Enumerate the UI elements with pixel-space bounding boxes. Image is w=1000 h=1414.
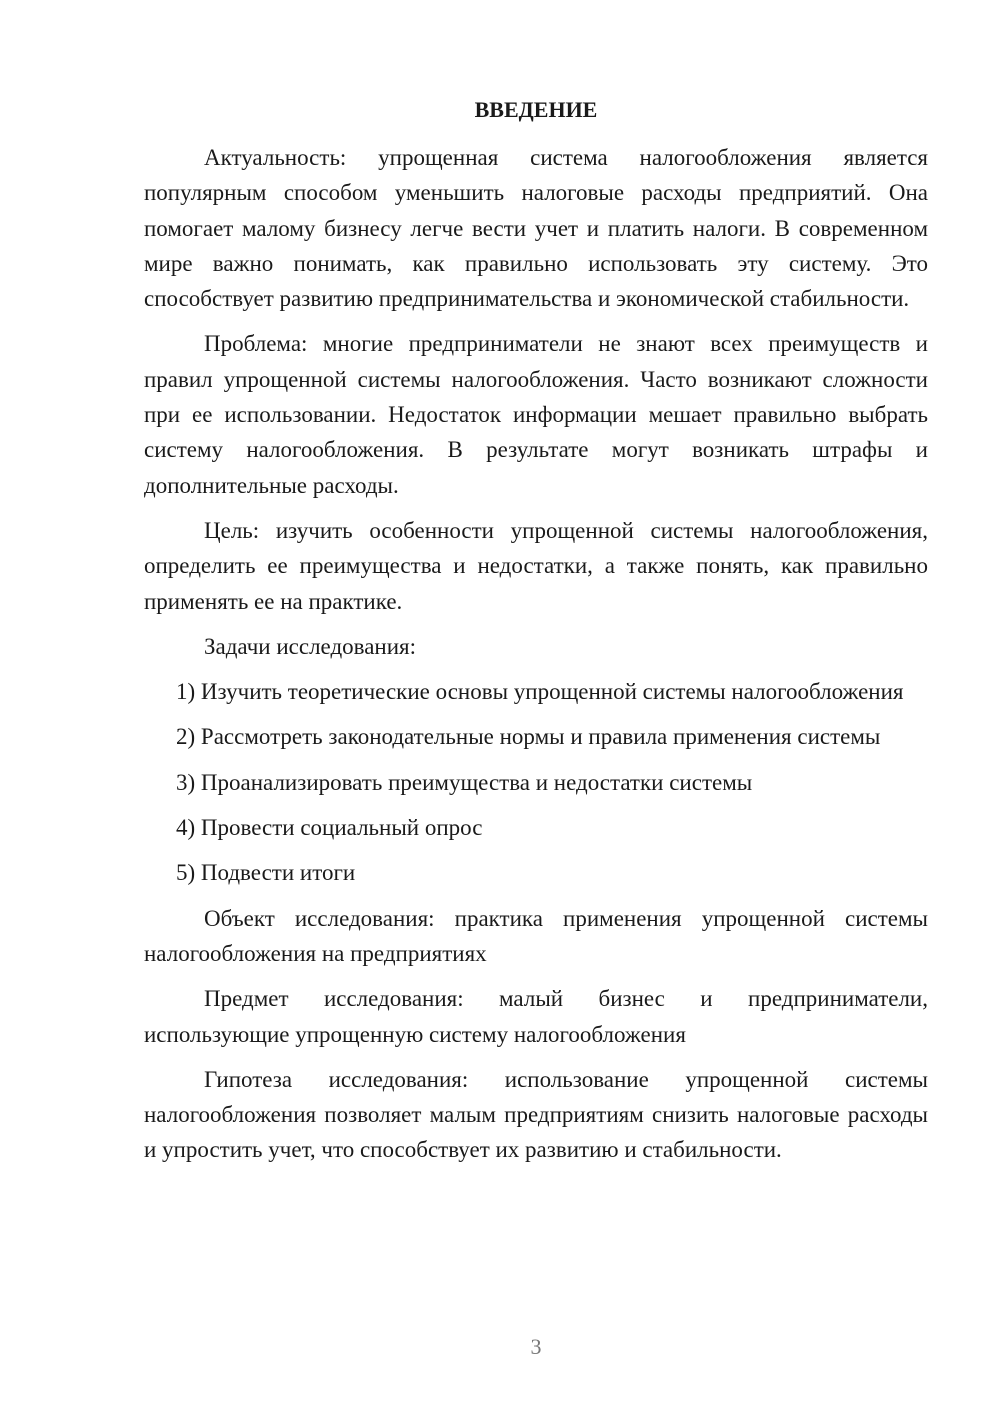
page-title: ВВЕДЕНИЕ [474,97,598,122]
task-item: 1) Изучить теоретические основы упрощенной системы налогообложения [176,679,904,705]
document-page [144,90,928,1178]
task-item: 4) Провести социальный опрос [176,815,483,841]
task-list [144,674,928,890]
task-item: 5) Подвести итоги [176,860,356,886]
task-item: 3) Проанализировать преимущества и недостатки системы [176,769,753,795]
paragraph-goal: Цель: изучить особенности упрощенной системы налогообложения, определить ее преимущества и недостатки, а также понять, как правильно применять ее на практике. [144,517,928,614]
paragraph-hypothesis: Гипотеза исследования: использование упрощенной системы налогообложения позволяет малым предприятиям снизить налоговые расходы и упростить учет, что способствует их развитию и стабильности. [144,1066,928,1163]
paragraph-problem: Проблема: многие предприниматели не знают всех преимуществ и правил упрощенной системы налогообложения. Часто возникают сложности при ее использовании. Недостаток информации мешает правильно выбрать систему налогообложения. В результате могут возникать штрафы и дополнительные расходы. [144,331,928,498]
page-number: 3 [530,1334,542,1359]
paragraph-tasks-heading: Задачи исследования: [204,633,417,659]
paragraph-subject: Предмет исследования: малый бизнес и предприниматели, использующие упрощенную систему налогообложения [144,986,928,1047]
task-item: 2) Рассмотреть законодательные нормы и правила применения системы [176,724,881,750]
paragraph-relevance: Актуальность: упрощенная система налогообложения является популярным способом уменьшить налоговые расходы предприятий. Она помогает малому бизнесу легче вести учет и платить налоги. В современном мире важно понимать, как правильно использовать эту систему. Это способствует развитию предпринимательства и экономической стабильности. [144,145,928,312]
paragraph-object: Объект исследования: практика применения упрощенной системы налогообложения на предприятиях [144,905,928,966]
